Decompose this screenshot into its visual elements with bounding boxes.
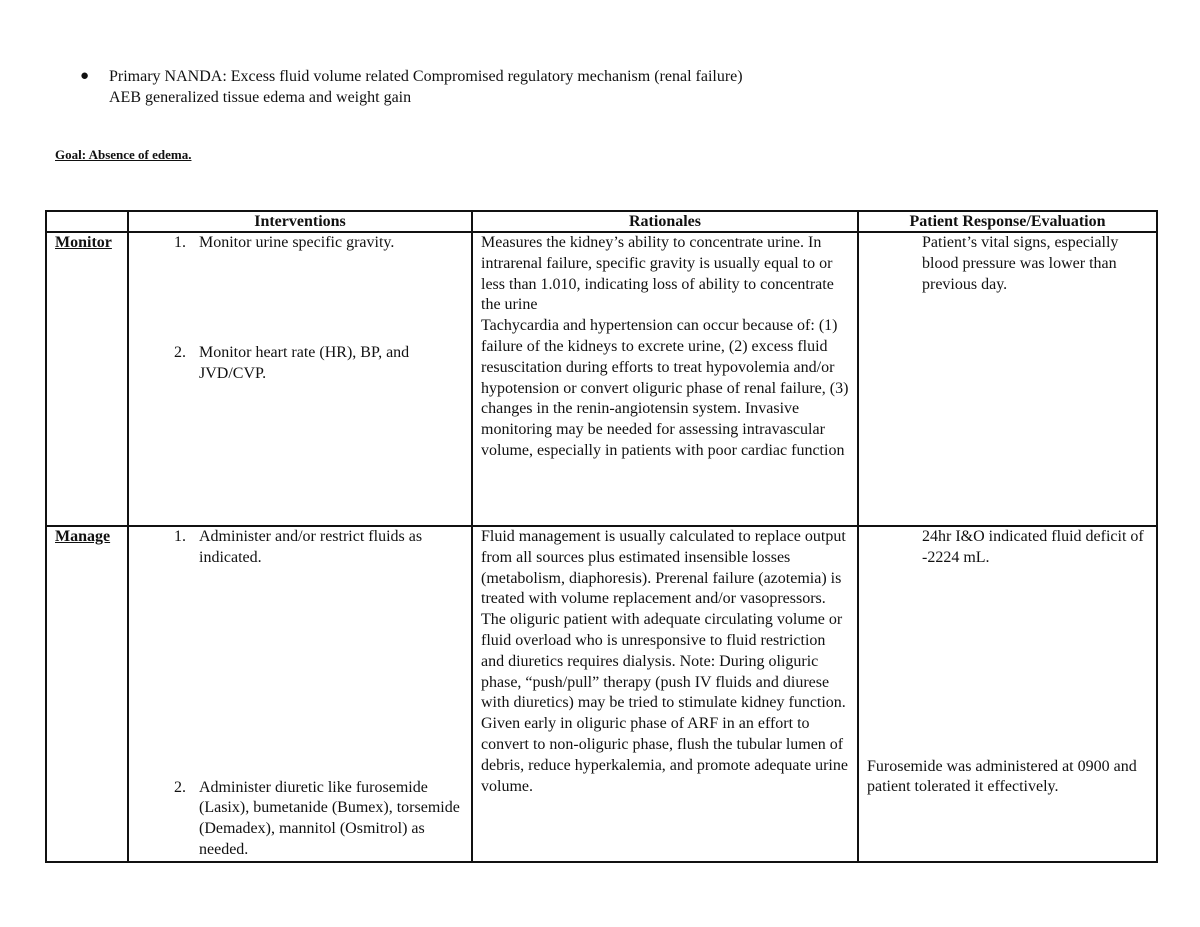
header-patient-response: Patient Response/Evaluation [858,211,1157,232]
rationale-text: and diuretics requires dialysis. Note: During oliguric phase, “push/pull” therapy (push IV fluids and diurese with diuretics) may be tried to stimulate kidney function. [481,652,846,712]
rationales-cell [472,232,858,526]
intervention-list [137,233,463,384]
diagnosis-text: Primary NANDA: Excess fluid volume related Compromised regulatory mechanism (renal failure) AEB generalized tissue edema and weight gain [109,68,743,106]
intervention-item: 1. Administer and/or restrict fluids as indicated. [190,527,463,569]
table-row [46,232,1157,526]
rationale-text: Tachycardia and hypertension can occur because of: (1) failure of the kidneys to excrete urine, (2) excess fluid resuscitation during efforts to treat hypovolemia and/or hypotension or convert oliguric phase of renal failure, (3) changes in the renin-angiotensin system. Invasive monitoring may be needed for assessing intravascular volume, especially in patients with poor cardiac function [481,317,849,459]
rationale-text: Given early in oliguric phase of ARF in an effort to convert to non-oliguric phase, flush the tubular lumen of debris, reduce hyperkalemia, and promote adequate urine volume. [481,715,848,795]
rationale-text: Measures the kidney’s ability to concentrate urine. In intrarenal failure, specific gravity is usually equal to or less than 1.010, indicating loss of ability to concentrate the urine [481,234,834,314]
response-cell [858,526,1157,862]
intervention-list [137,527,463,861]
rationales-cell [472,526,858,862]
response-text: Patient’s vital signs, especially blood pressure was lower than previous day. [922,234,1119,293]
intervention-item: 1. Monitor urine specific gravity. [190,233,463,254]
response-text: Furosemide was administered at 0900 and patient tolerated it effectively. [867,757,1137,796]
category-manage: Manage [46,526,128,862]
interventions-cell [128,526,472,862]
bullet-marker: ● [80,68,90,84]
response-text: 24hr I&O indicated fluid deficit of -2224 mL. [922,528,1144,566]
header-rationales: Rationales [472,211,858,232]
header-category [46,211,128,232]
rationale-text: Fluid management is usually calculated to replace output from all sources plus estimated insensible losses (metabolism, diaphoresis). Prerenal failure (azotemia) is treated with volume replacement and/or vasopressors. The oliguric patient with adequate circulating volume or fluid overload who is unresponsive to fluid restriction [481,528,846,649]
interventions-cell [128,232,472,526]
intervention-item: 2. Monitor heart rate (HR), BP, and JVD/CVP. [190,343,463,385]
care-plan-table [45,210,1158,863]
header-interventions: Interventions [128,211,472,232]
nursing-diagnosis [80,66,880,108]
table-row [46,526,1157,862]
goal-heading: Goal: Absence of edema. [55,147,192,162]
table-header-row [46,211,1157,232]
response-cell [858,232,1157,526]
intervention-item: 2. Administer diuretic like furosemide (Lasix), bumetanide (Bumex), torsemide (Demadex), mannitol (Osmitrol) as needed. [190,778,463,861]
category-monitor: Monitor [46,232,128,526]
